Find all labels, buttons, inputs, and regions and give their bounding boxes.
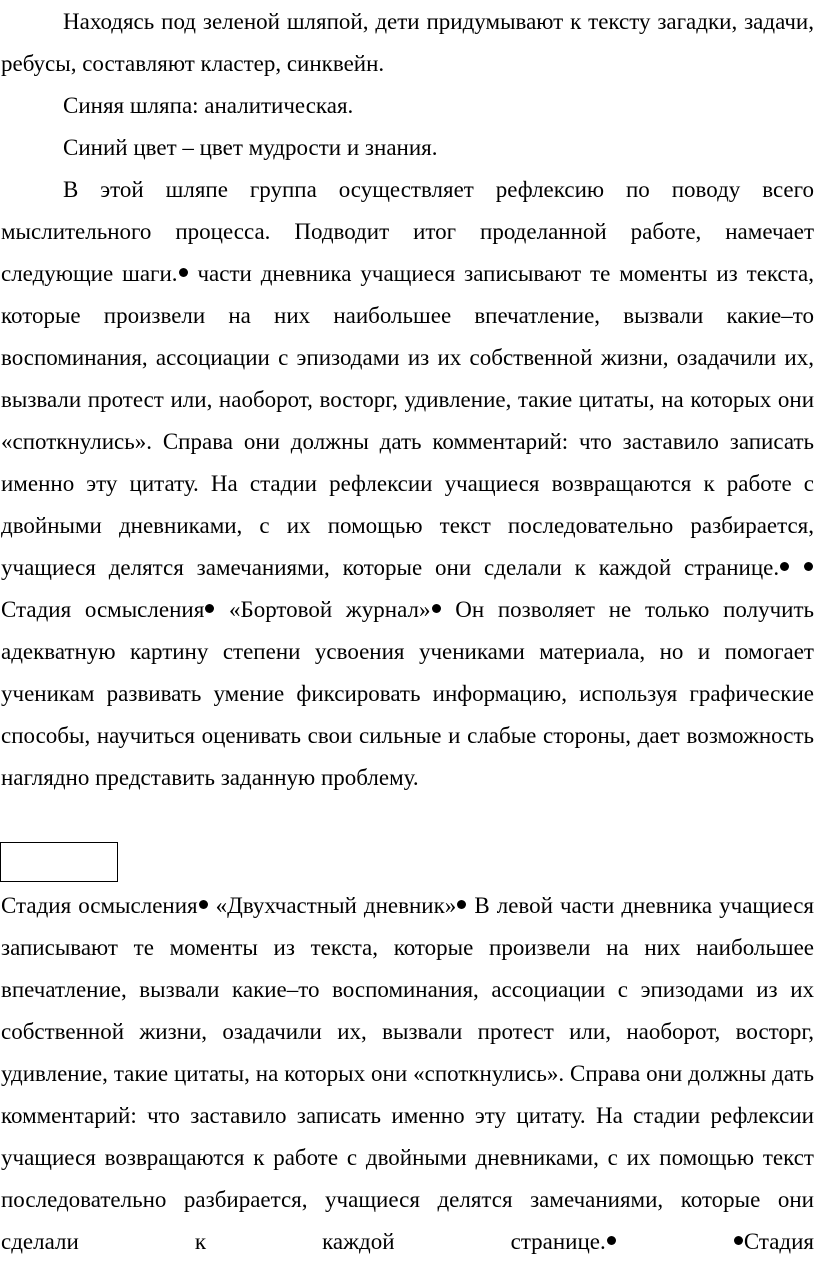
bullet-icon (804, 562, 813, 571)
paragraph-green-hat: Находясь под зеленой шляпой, дети придумывают к тексту загадки, задачи, ребусы, составляют кластер, синквейн. (1, 9, 814, 76)
diary-title: «Двухчастный дневник» (215, 893, 457, 918)
bullet-icon (457, 900, 466, 909)
stage-label: Стадия осмысления (1, 597, 205, 622)
empty-image-frame (0, 842, 118, 882)
journal-text: Он позволяет не только получить адекватную картину степени усвоения учениками материала, но и помогает ученикам развивать умение фиксировать информацию, используя графические способы, научиться оценивать свои сильные и слабые стороны, дает возможность наглядно представить заданную проблему. (1, 597, 814, 790)
bullet-icon (734, 1236, 743, 1245)
bullet-icon (607, 1236, 616, 1245)
bullet-icon (179, 268, 188, 277)
journal-title: «Бортовой журнал» (229, 597, 431, 622)
paragraph-reflection (1, 169, 814, 799)
bullet-icon (432, 604, 441, 613)
bullet-icon (205, 604, 214, 613)
bullet-icon (199, 900, 208, 909)
diary-text: В левой части дневника учащиеся записывают те моменты из текста, которые произвели на них наибольшее впечатление, вызвали какие–то воспоминания, ассоциации с эпизодами из их собственной жизни, озадачили их, вызвали протест или, наоборот, восторг, удивление, такие цитаты, на которых они «споткнулись». Справа они должны дать комментарий: что заставило записать именно эту цитату. На стадии рефлексии учащиеся возвращаются к работе с двойными дневниками, с их помощью текст последовательно разбирается, учащиеся делятся замечаниями, которые они сделали к каждой странице. (1, 893, 814, 1254)
reflection-text-b: части дневника учащиеся записывают те моменты из текста, которые произвели на них наибольшее впечатление, вызвали какие–то воспоминания, ассоциации с эпизодами из их собственной жизни, озадачили их, вызвали протест или, наоборот, восторг, удивление, такие цитаты, на которых они «споткнулись». Справа они должны дать комментарий: что заставило записать именно эту цитату. На стадии рефлексии учащиеся возвращаются к работе с двойными дневниками, с их помощью текст последовательно разбирается, учащиеся делятся замечаниями, которые они сделали к каждой странице. (1, 261, 814, 580)
reflection-text-a: В этой шляпе группа осуществляет рефлексию по поводу всего мыслительного процесса. Подводит итог проделанной работе, намечает следующие шаги. (1, 177, 814, 286)
paragraph-diary (1, 885, 814, 1263)
paragraph-blue-color: Синий цвет – цвет мудрости и знания. (63, 135, 438, 160)
bullet-icon (780, 562, 789, 571)
stage-label: Стадия осмысления (1, 893, 198, 918)
stage-label-trailing: Стадия (743, 1229, 814, 1254)
paragraph-blue-hat-title: Синяя шляпа: аналитическая. (63, 93, 354, 118)
